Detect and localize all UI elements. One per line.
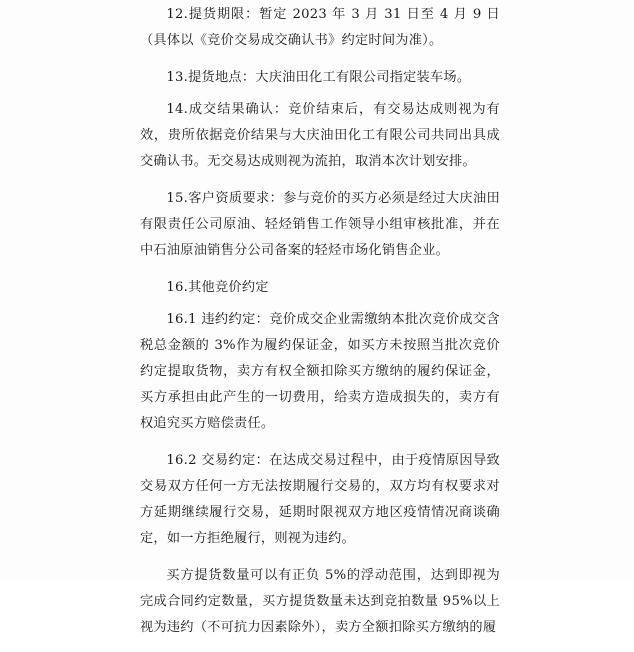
clause-16-heading: 16.其他竞价约定: [166, 280, 269, 295]
clause-14-result-confirmation: 14.成交结果确认：竞价结束后，有交易达成则视为有效，贵所依据竞价结果与大庆油田化工有限公司共同出具成交确认书。无交易达成则视为流拍，取消本次计划安排。: [140, 102, 500, 169]
document-body: [140, 2, 500, 652]
clause-16-1-breach: 16.1 违约约定：竞价成交企业需缴纳本批次竞价成交含税总金额的 3%作为履约保证金，如买方未按照当批次竞价约定提取货物，卖方有权全额扣除买方缴纳的履约保证金，买方承担由此产生的一切费用，给卖方造成损失的，卖方有权追究买方赔偿责任。: [140, 312, 500, 431]
clause-16-2-transaction: 16.2 交易约定：在达成交易过程中，由于疫情原因导致交易双方任何一方无法按期履行交易的，双方均有权要求对方延期继续履行交易，延期时限视双方地区疫情情况商谈确定，如一方拒绝履行，则视为违约。: [140, 453, 500, 546]
clause-12-delivery-period: 12.提货期限：暂定 2023 年 3 月 31 日至 4 月 9 日（具体以《竞价交易成交确认书》约定时间为准）。: [140, 7, 500, 48]
clause-15-customer-qualification: 15.客户资质要求：参与竞价的买方必须是经过大庆油田有限责任公司原油、轻烃销售工作领导小组审核批准，并在中石油原油销售分公司备案的轻烃市场化销售企业。: [140, 191, 500, 258]
clause-quantity-tolerance: 买方提货数量可以有正负 5%的浮动范围，达到即视为完成合同约定数量，买方提货数量未达到竞拍数量 95%以上视为违约（不可抗力因素除外），卖方全额扣除买方缴纳的履: [140, 568, 500, 635]
clause-13-delivery-location: 13.提货地点：大庆油田化工有限公司指定装车场。: [166, 70, 471, 85]
